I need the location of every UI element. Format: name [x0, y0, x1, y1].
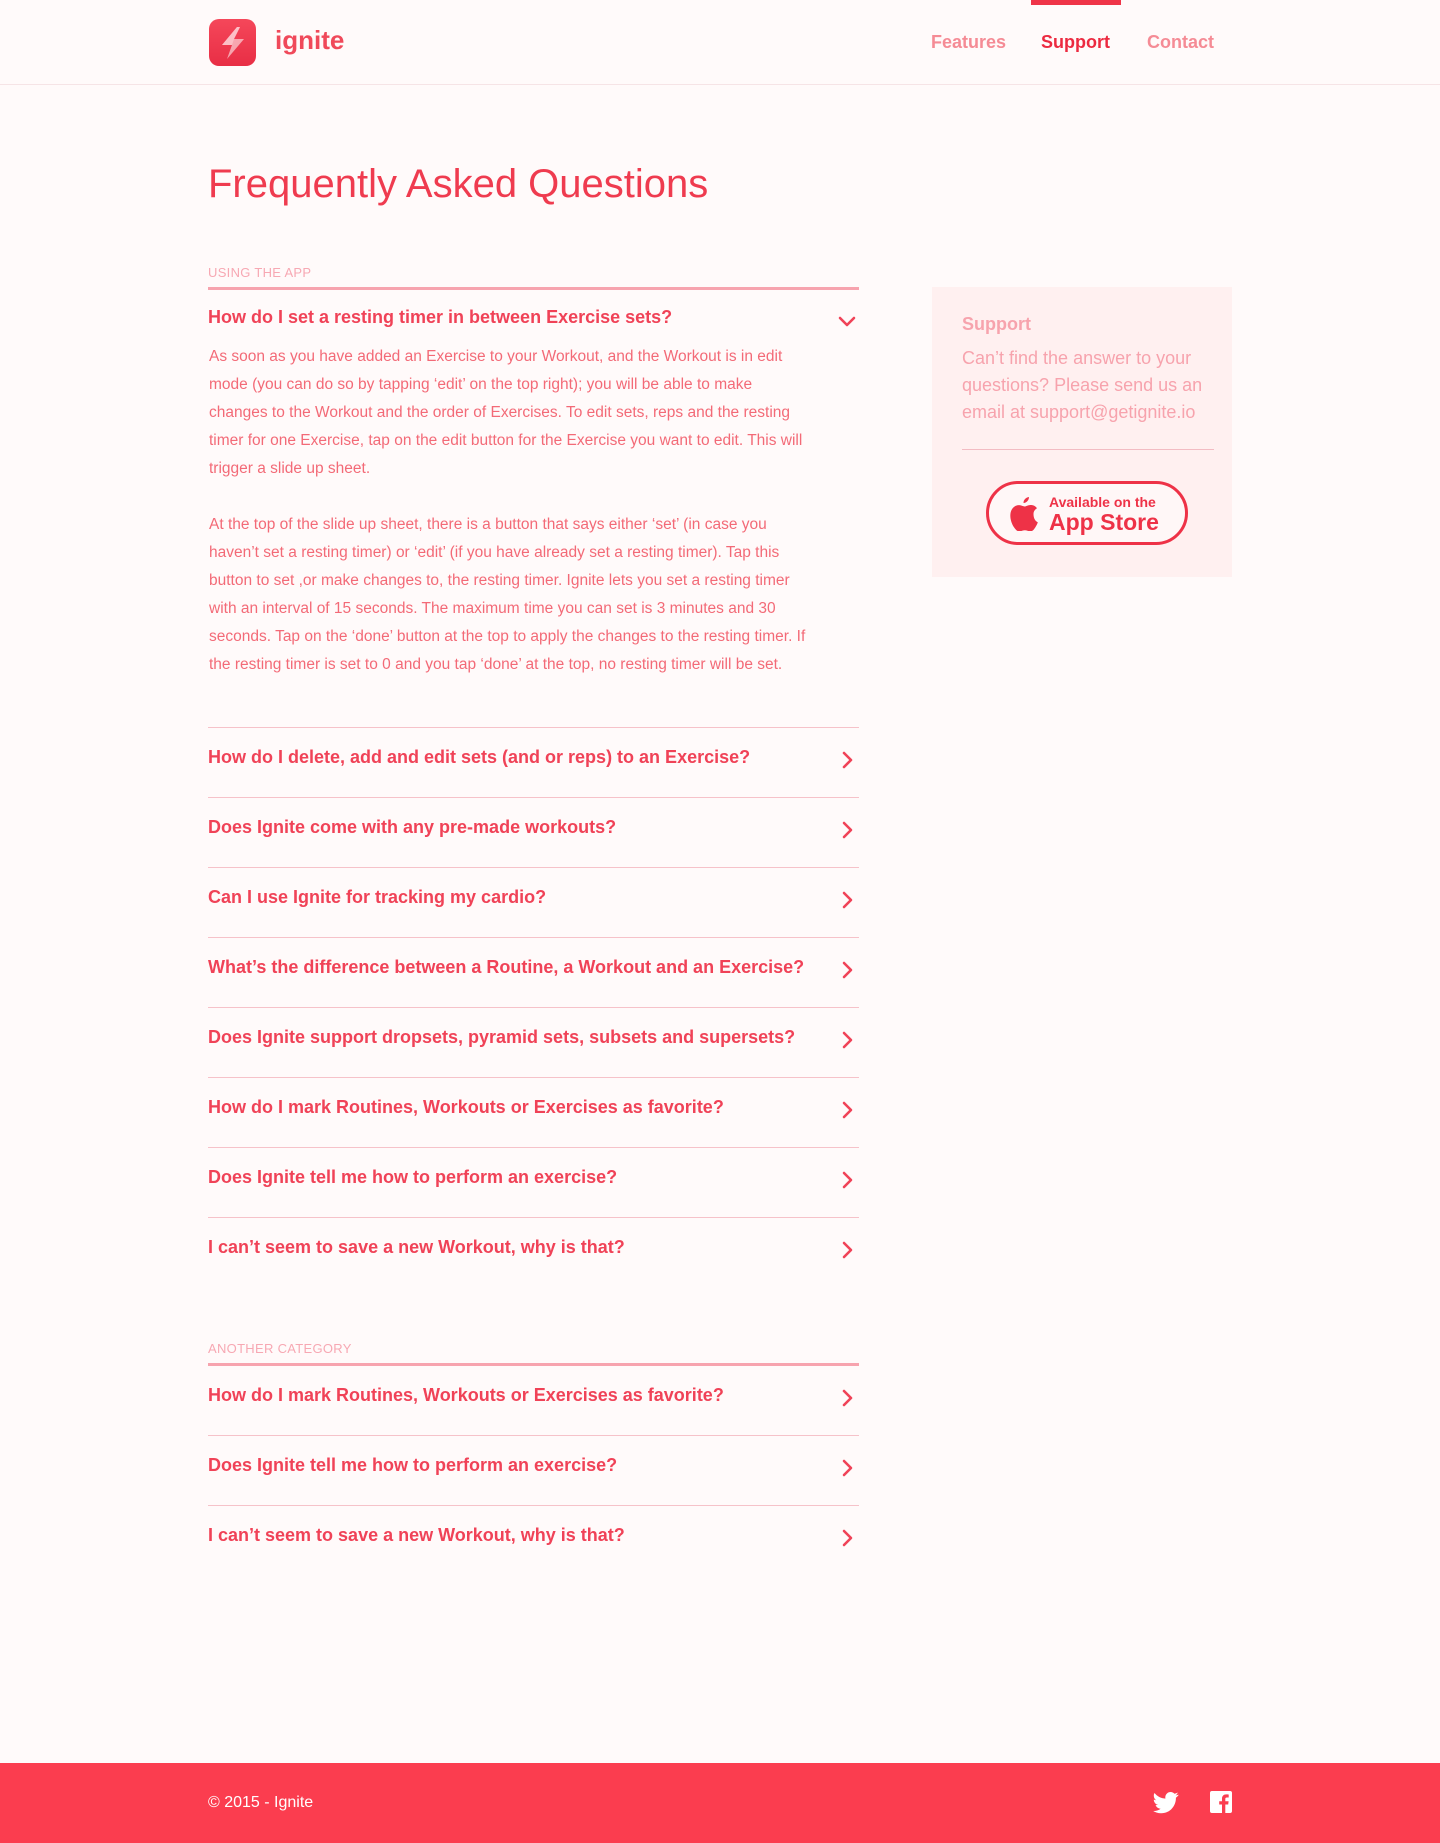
faq-question[interactable] — [208, 1506, 859, 1576]
faq-answer-paragraph: As soon as you have added an Exercise to your Workout, and the Workout is in edit mode (you can do so by tapping ‘edit’ on the top right); you will be able to make changes to the Workout and the order of Exercises. To edit sets, reps and the resting timer for one Exercise, tap on the edit button for the Exercise you want to edit. This will trigger a slide up sheet. — [209, 348, 803, 477]
support-title: Support — [962, 314, 1031, 334]
chevron-right-icon — [837, 818, 857, 842]
faq-question-text: How do I delete, add and edit sets (and or reps) to an Exercise? — [208, 747, 751, 767]
faq-question-text: Does Ignite come with any pre-made workouts? — [208, 817, 617, 837]
faq-question-text: How do I mark Routines, Workouts or Exercises as favorite? — [208, 1385, 724, 1405]
faq-question-text: I can’t seem to save a new Workout, why is that? — [208, 1237, 625, 1257]
nav-features[interactable]: Features — [931, 32, 1007, 52]
ignite-logo-icon[interactable] — [209, 19, 256, 66]
chevron-right-icon — [837, 888, 857, 912]
faq-question-text: I can’t seem to save a new Workout, why is that? — [208, 1525, 625, 1545]
app-store-button[interactable] — [986, 481, 1188, 545]
faq-question-text: What’s the difference between a Routine, a Workout and an Exercise? — [208, 957, 805, 977]
app-store-small-label: Available on the — [1049, 494, 1156, 510]
category-label-using-the-app: USING THE APP — [208, 265, 312, 280]
chevron-right-icon — [837, 1386, 857, 1410]
faq-question[interactable] — [208, 1008, 859, 1078]
chevron-right-icon — [837, 1028, 857, 1052]
faq-question-text: Does Ignite tell me how to perform an exercise? — [208, 1455, 618, 1475]
support-sidebar — [932, 287, 1232, 577]
support-text: Can’t find the answer to your questions? Please send us an email at support@getignite.io — [962, 348, 1203, 422]
faq-question[interactable] — [208, 1366, 859, 1436]
faq-question[interactable] — [208, 1218, 859, 1288]
app-store-big-label: App Store — [1049, 509, 1159, 535]
footer-copyright: © 2015 - Ignite — [208, 1794, 314, 1811]
faq-question[interactable] — [208, 938, 859, 1008]
support-divider — [962, 449, 1214, 450]
chevron-right-icon — [837, 748, 857, 772]
category-label-another-category: ANOTHER CATEGORY — [208, 1341, 352, 1356]
faq-question-text: Does Ignite tell me how to perform an exercise? — [208, 1167, 618, 1187]
faq-question-text: How do I mark Routines, Workouts or Exercises as favorite? — [208, 1097, 724, 1117]
site-footer — [0, 1763, 1440, 1843]
page-title: Frequently Asked Questions — [208, 162, 709, 206]
chevron-right-icon — [837, 1098, 857, 1122]
chevron-down-icon — [837, 310, 857, 334]
chevron-right-icon — [837, 1168, 857, 1192]
site-header — [0, 0, 1440, 85]
faq-question[interactable] — [208, 1436, 859, 1506]
faq-answer-paragraph: At the top of the slide up sheet, there is a button that says either ‘set’ (in case you haven’t set a resting timer) or ‘edit’ (if you have already set a resting timer). Tap this button to set ,or make changes to, the resting timer. Ignite lets you set a resting timer with an interval of 15 seconds. The maximum time you can set is 3 minutes and 30 seconds. Tap on the ‘done’ button at the top to apply the changes to the resting timer. If the resting timer is set to 0 and you tap ‘done’ at the top, no resting timer will be set. — [209, 516, 806, 673]
facebook-icon[interactable] — [1210, 1791, 1232, 1813]
chevron-right-icon — [837, 958, 857, 982]
chevron-right-icon — [837, 1238, 857, 1262]
lightning-icon — [218, 26, 248, 60]
faq-question[interactable] — [208, 1078, 859, 1148]
faq-answer — [209, 343, 809, 679]
apple-icon — [1009, 495, 1039, 531]
chevron-right-icon — [837, 1526, 857, 1550]
faq-question-expanded[interactable] — [208, 290, 859, 335]
faq-question-text: How do I set a resting timer in between Exercise sets? — [208, 307, 673, 327]
faq-question[interactable] — [208, 868, 859, 938]
brand-name[interactable]: ignite — [275, 25, 345, 55]
faq-question[interactable] — [208, 1148, 859, 1218]
faq-question[interactable] — [208, 798, 859, 868]
nav-active-indicator — [1031, 0, 1121, 5]
nav-support[interactable]: Support — [1041, 32, 1110, 52]
twitter-icon[interactable] — [1153, 1791, 1179, 1815]
faq-question-text: Does Ignite support dropsets, pyramid sets, subsets and supersets? — [208, 1027, 796, 1047]
faq-question[interactable] — [208, 728, 859, 798]
nav-contact[interactable]: Contact — [1147, 32, 1214, 52]
chevron-right-icon — [837, 1456, 857, 1480]
faq-question-text: Can I use Ignite for tracking my cardio? — [208, 887, 547, 907]
